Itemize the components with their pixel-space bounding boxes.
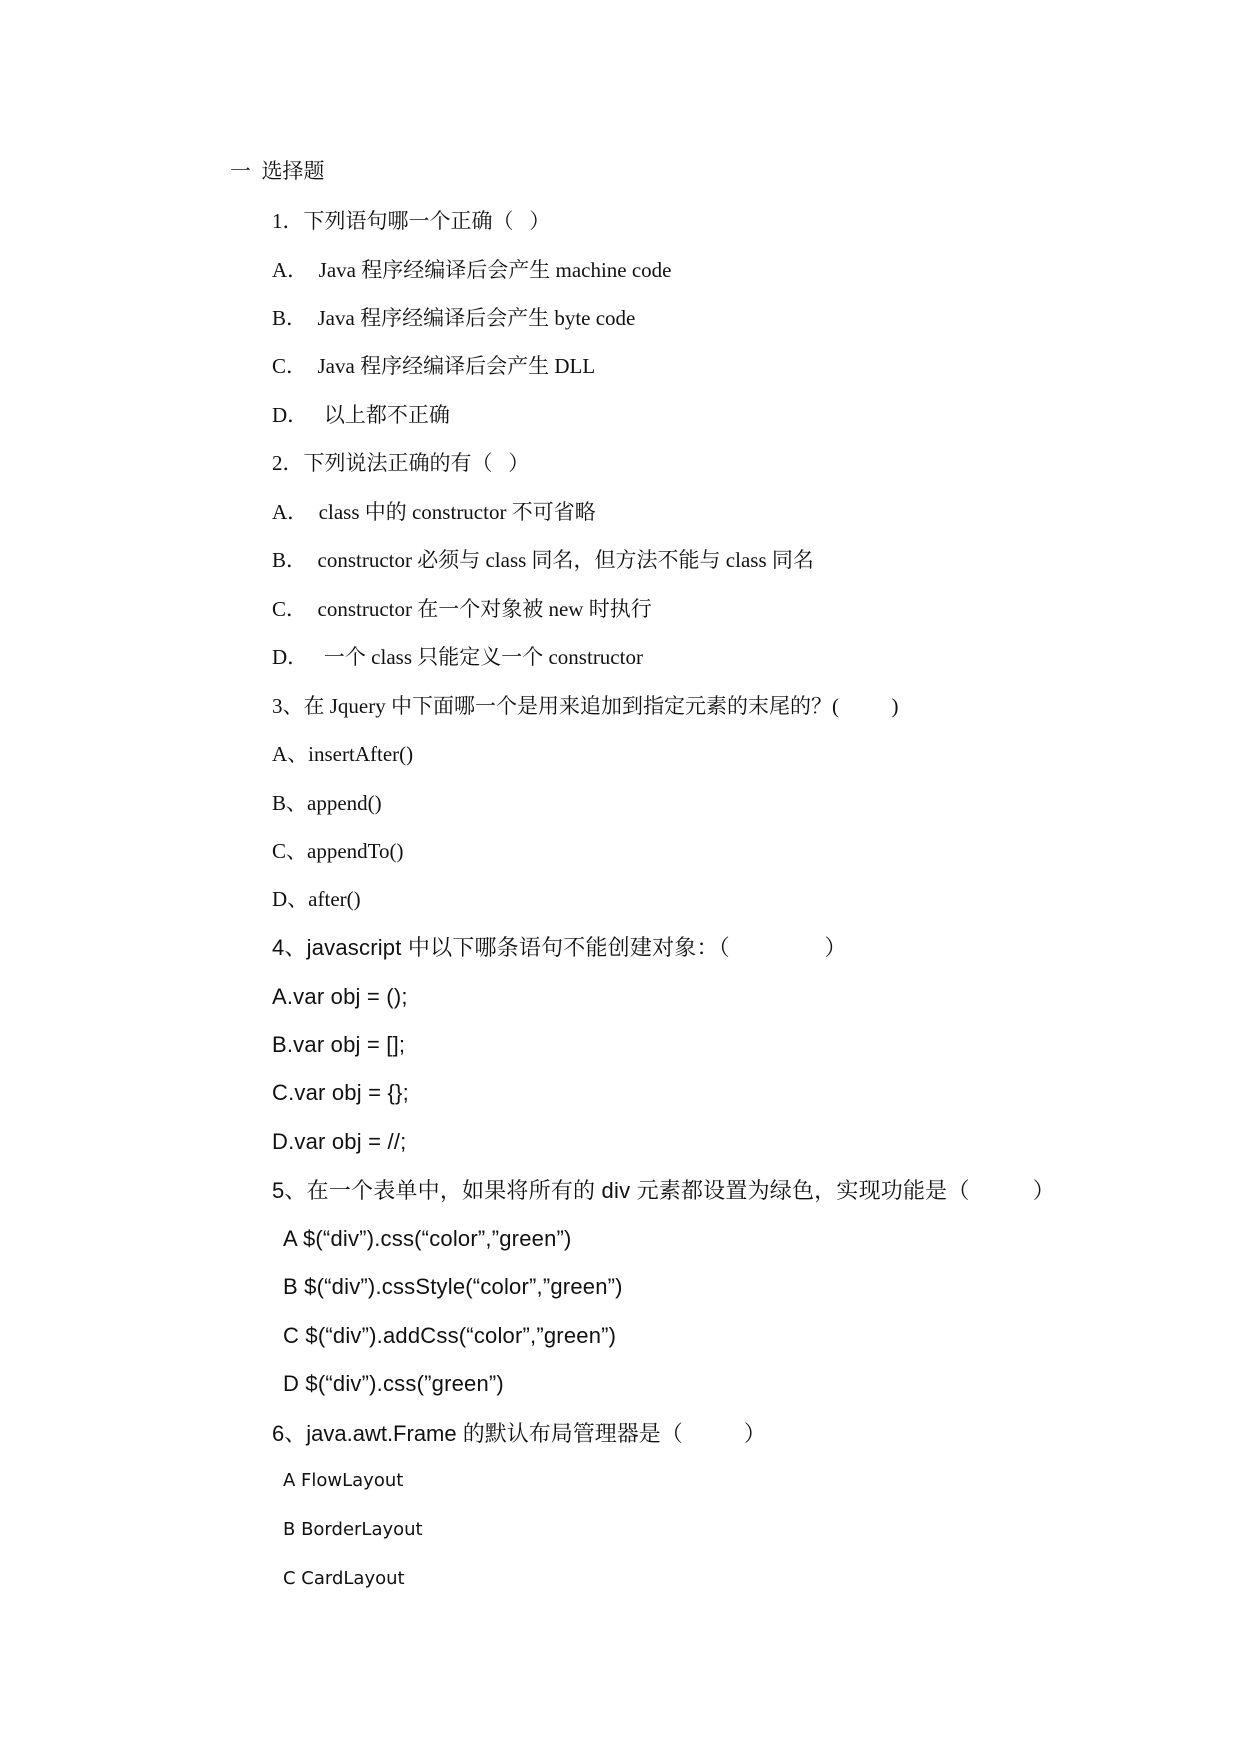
question-4-option-d: D.var obj = //;	[272, 1129, 407, 1154]
question-6-option-b: B BorderLayout	[283, 1519, 423, 1540]
question-5-option-c: C $(“div”).addCss(“color”,”green”)	[283, 1323, 617, 1348]
question-1-prompt: 1．下列语句哪一个正确（ ）	[272, 209, 551, 233]
question-5-prompt: 5、在一个表单中，如果将所有的 div 元素都设置为绿色，实现功能是（ ）	[272, 1178, 1055, 1203]
question-1-option-b: B． Java 程序经编译后会产生 byte code	[272, 306, 636, 330]
question-4-prompt: 4、javascript 中以下哪条语句不能创建对象：（ ）	[272, 935, 847, 960]
question-1-option-d: D． 以上都不正确	[272, 403, 450, 427]
question-2-option-d: D． 一个 class 只能定义一个 constructor	[272, 645, 643, 669]
question-2-prompt: 2．下列说法正确的有（ ）	[272, 451, 530, 475]
question-4-option-b: B.var obj = [];	[272, 1032, 406, 1057]
question-6-option-a: A FlowLayout	[283, 1470, 404, 1491]
question-3-option-a: A、insertAfter()	[272, 742, 414, 766]
question-3-prompt: 3、在 Jquery 中下面哪一个是用来追加到指定元素的末尾的？( )	[272, 694, 899, 718]
question-3-option-b: B、append()	[272, 791, 382, 815]
question-3-option-d: D、after()	[272, 887, 361, 911]
question-5-option-b: B $(“div”).cssStyle(“color”,”green”)	[283, 1274, 623, 1299]
question-4-option-a: A.var obj = ();	[272, 984, 408, 1009]
question-1-option-c: C． Java 程序经编译后会产生 DLL	[272, 354, 596, 378]
question-3-option-c: C、appendTo()	[272, 839, 404, 863]
question-6-option-c: C CardLayout	[283, 1568, 405, 1589]
question-2-option-b: B． constructor 必须与 class 同名，但方法不能与 class 同名	[272, 548, 814, 572]
question-5-option-d: D $(“div”).css(”green”)	[283, 1371, 504, 1396]
question-6-prompt: 6、java.awt.Frame 的默认布局管理器是（ ）	[272, 1421, 766, 1446]
section-title: 一 选择题	[230, 159, 325, 183]
question-5-option-a: A $(“div”).css(“color”,”green”)	[283, 1226, 572, 1251]
question-4-option-c: C.var obj = {};	[272, 1080, 409, 1105]
question-1-option-a: A． Java 程序经编译后会产生 machine code	[272, 258, 672, 282]
question-2-option-c: C． constructor 在一个对象被 new 时执行	[272, 597, 652, 621]
question-2-option-a: A． class 中的 constructor 不可省略	[272, 500, 596, 524]
